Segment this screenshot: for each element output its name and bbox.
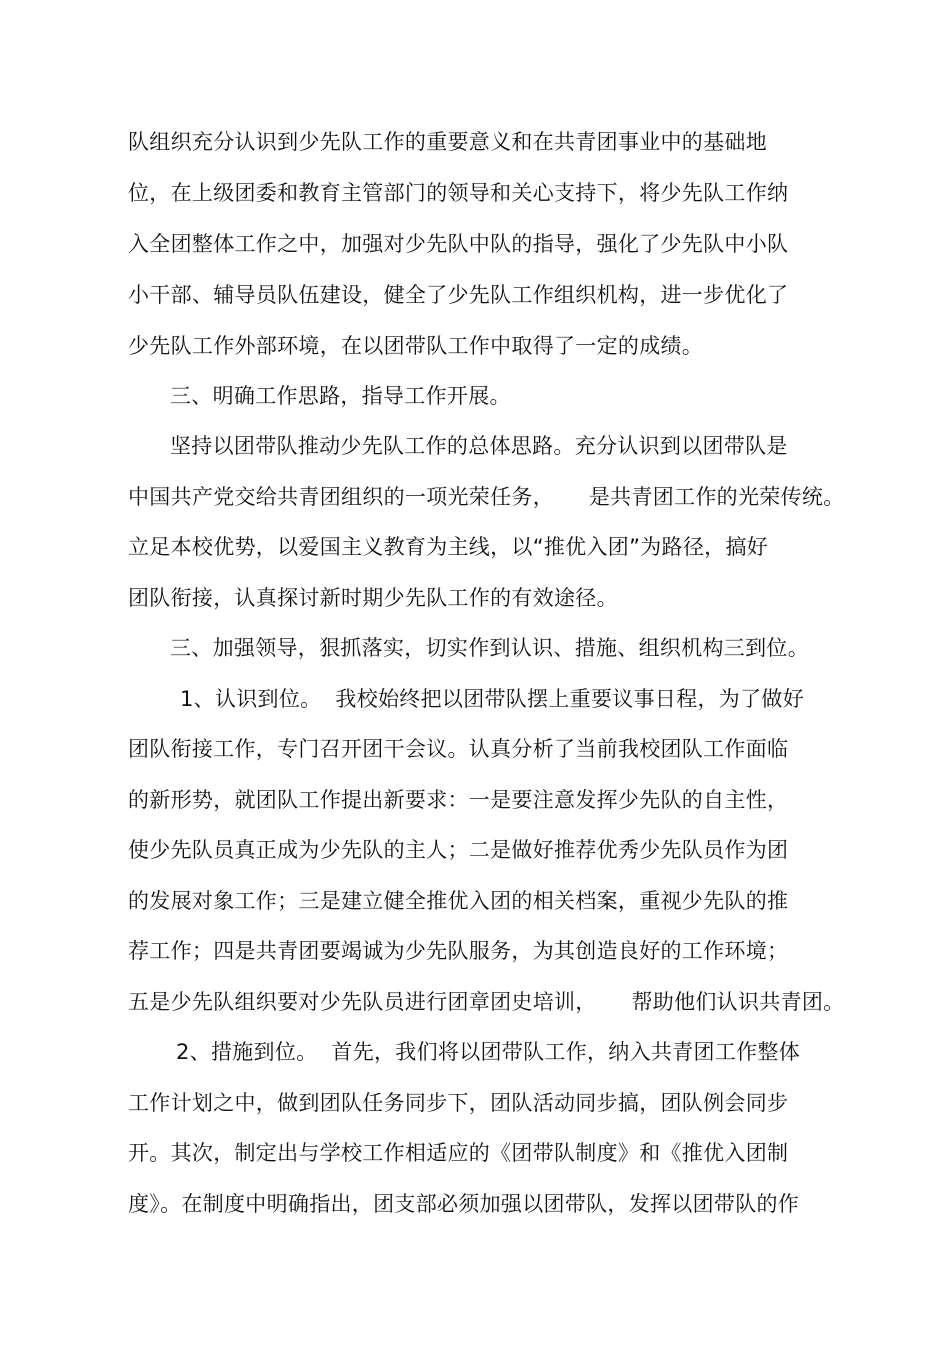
text-line: 团队衔接工作，专门召开团干会议。认真分析了当前我校团队工作面临	[128, 737, 789, 761]
section-heading: 三、明确工作思路，指导工作开展。	[170, 384, 511, 408]
text-line: 立足本校优势，以爱国主义教育为主线，以“推优入团”为路径，搞好	[128, 535, 769, 559]
text-line: 少先队工作外部环境，在以团带队工作中取得了一定的成绩。	[128, 334, 704, 358]
text-line: 团队衔接，认真探讨新时期少先队工作的有效途径。	[128, 586, 618, 610]
text-line: 的新形势，就团队工作提出新要求：一是要注意发挥少先队的自主性，	[128, 788, 789, 812]
text-line: 1、认识到位。 我校始终把以团带队摆上重要议事日程，为了做好	[180, 687, 805, 711]
text-line: 中国共产党交给共青团组织的一项光荣任务， 是共青团工作的光荣传统。	[128, 485, 845, 509]
section-heading: 三、加强领导，狠抓落实，切实作到认识、措施、组织机构三到位。	[170, 636, 809, 660]
text-line: 荐工作；四是共青团要竭诚为少先队服务，为其创造良好的工作环境；	[128, 939, 789, 963]
text-line: 坚持以团带队推动少先队工作的总体思路。充分认识到以团带队是	[170, 434, 788, 458]
text-line: 2、措施到位。 首先，我们将以团带队工作，纳入共青团工作整体	[176, 1040, 801, 1064]
text-line: 五是少先队组织要对少先队员进行团章团史培训， 帮助他们认识共青团。	[128, 990, 845, 1014]
text-line: 开。其次，制定出与学校工作相适应的《团带队制度》和《推优入团制	[128, 1141, 789, 1165]
text-line: 小干部、辅导员队伍建设，健全了少先队工作组织机构，进一步优化了	[128, 283, 789, 307]
text-line: 度》。在制度中明确指出，团支部必须加强以团带队，发挥以团带队的作	[128, 1192, 800, 1216]
text-line: 的发展对象工作；三是建立健全推优入团的相关档案，重视少先队的推	[128, 889, 789, 913]
text-line: 工作计划之中，做到团队任务同步下，团队活动同步搞，团队例会同步	[128, 1091, 789, 1115]
text-line: 位，在上级团委和教育主管部门的领导和关心支持下，将少先队工作纳	[128, 181, 789, 205]
text-line: 队组织充分认识到少先队工作的重要意义和在共青团事业中的基础地	[128, 130, 767, 154]
text-line: 入全团整体工作之中，加强对少先队中队的指导，强化了少先队中小队	[128, 232, 789, 256]
text-line: 使少先队员真正成为少先队的主人；二是做好推荐优秀少先队员作为团	[128, 838, 789, 862]
